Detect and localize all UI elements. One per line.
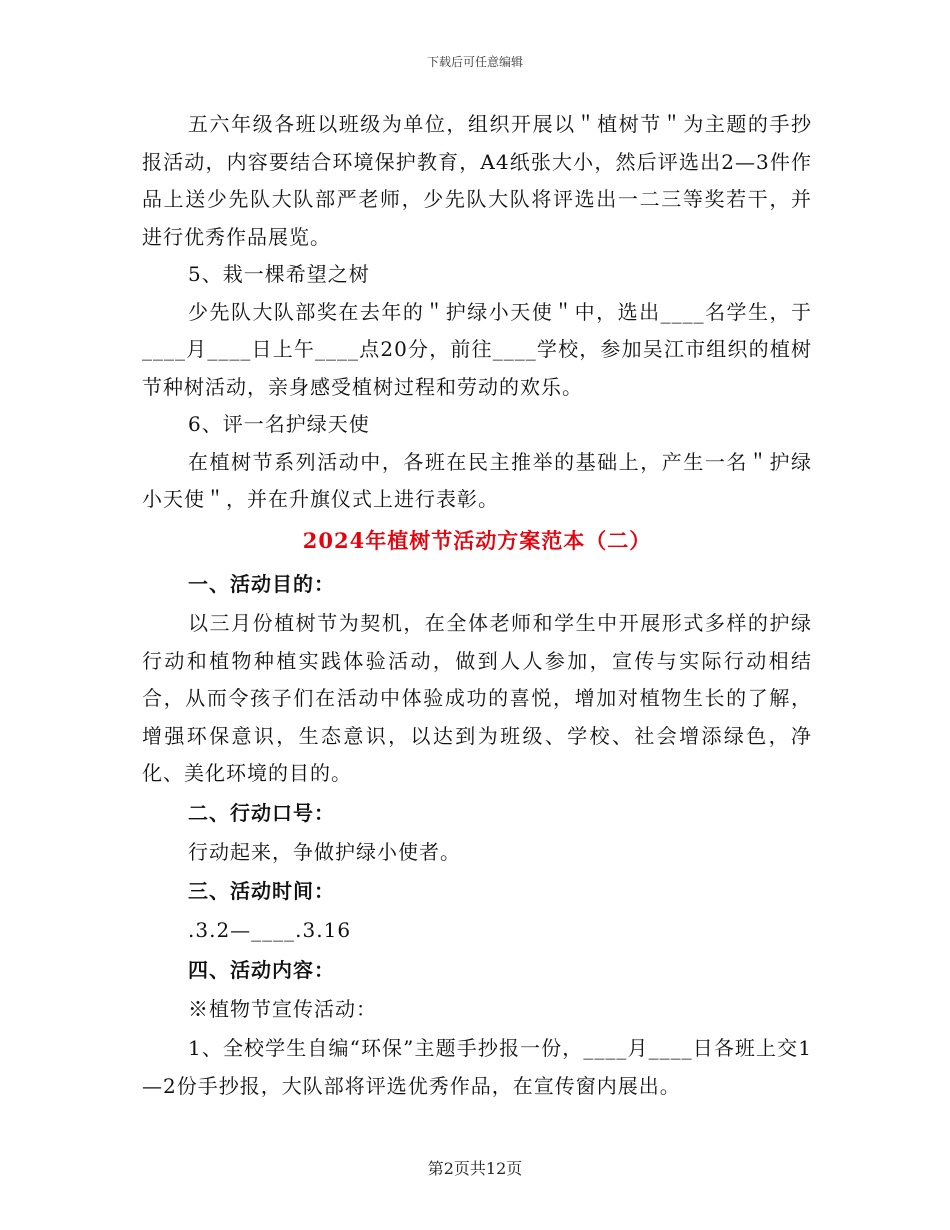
section-heading-slogan: 二、行动口号： [188, 800, 335, 825]
item-handwritten-newspaper-submit: 1、全校学生自编“环保”主题手抄报一份，____月____日各班上交1—2份手抄报，大队部将评选优秀作品，在宣传窗内展出。 [142, 1036, 812, 1098]
page-footer: 第2页共12页 [427, 1159, 523, 1178]
section-heading-time: 三、活动时间： [188, 879, 335, 903]
document-title: 2024年植树节活动方案范本（二） [302, 527, 652, 553]
paragraph-green-angel: 在植树节系列活动中，各班在民主推举的基础上，产生一名＂护绿小天使＂，并在升旗仪式上进行表彰。 [142, 449, 812, 511]
item-plant-hope-tree: 5、栽一棵希望之树 [188, 262, 370, 286]
section-body-purpose: 以三月份植树节为契机，在全体老师和学生中开展形式多样的护绿行动和植物种植实践体验活动，做到人人参加，宣传与实际行动相结合，从而令孩子们在活动中体验成功的喜悦，增加对植物生长的了解，增强环保意识，生态意识，以达到为班级、学校、社会增添绿色，净化、美化环境的目的。 [142, 611, 812, 785]
section-body-slogan: 行动起来，争做护绿小使者。 [188, 839, 461, 864]
section-heading-purpose: 一、活动目的： [188, 572, 335, 596]
section-body-content: ※植物节宣传活动： [188, 996, 377, 1021]
item-green-angel: 6、评一名护绿天使 [188, 412, 370, 436]
page-header: 下载后可任意编辑 [426, 55, 523, 69]
document-body [142, 106, 812, 1105]
section-body-time: .3.2—____.3.16 [188, 918, 352, 942]
paragraph-tree-planting: 少先队大队部奖在去年的＂护绿小天使＂中，选出____名学生，于____月____日上午____点20分，前往____学校，参加吴江市组织的植树节种树活动，亲身感受植树过程和劳动的欢乐。 [142, 299, 812, 399]
section-heading-content: 四、活动内容： [188, 957, 335, 982]
paragraph-handwritten-newspaper: 五六年级各班以班级为单位，组织开展以＂植树节＂为主题的手抄报活动，内容要结合环境保护教育，A4纸张大小，然后评选出2—3件作品上送少先队大队部严老师，少先队大队将评选出一二三等奖若干，并进行优秀作品展览。 [142, 112, 812, 249]
